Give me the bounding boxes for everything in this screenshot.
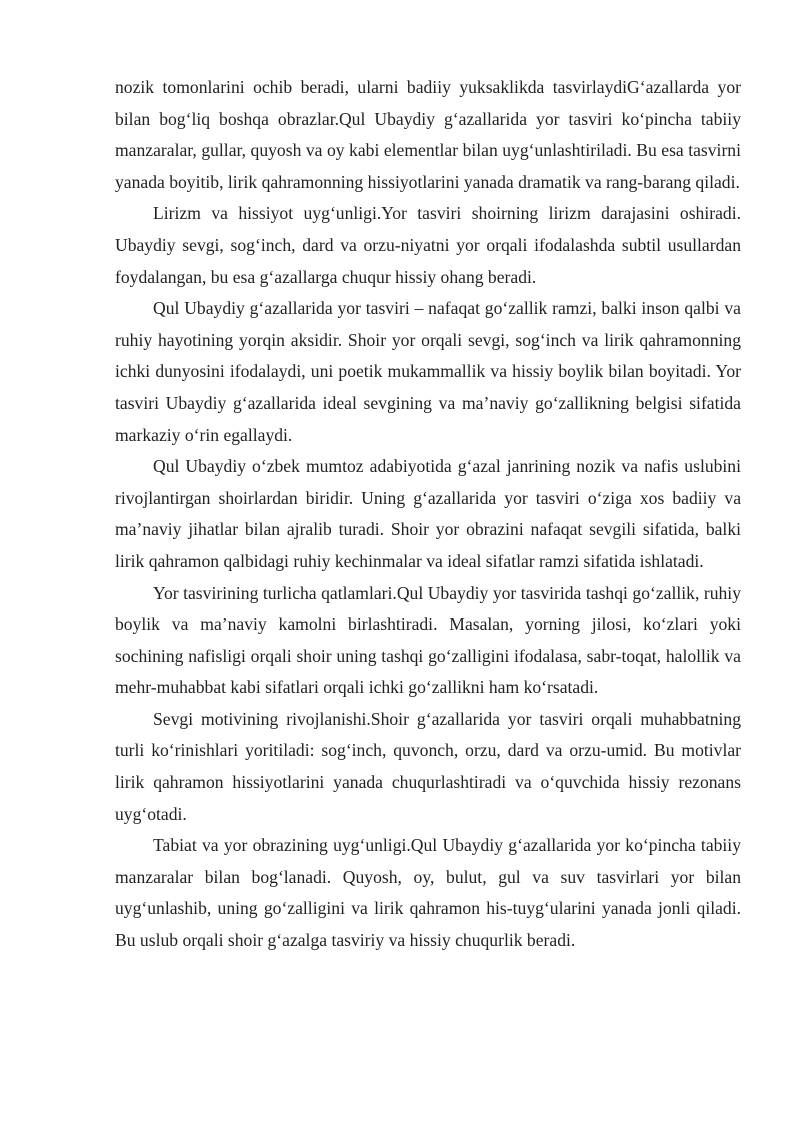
paragraph-nature-harmony: Tabiat va yor obrazining uyg‘unligi.Qul Ubaydiy g‘azallarida yor ko‘pincha tabiiy manzaralar bilan bog‘lanadi. Quyosh, oy, bulut, gul va suv tasvirlari yor bilan uyg‘unlashib, uning go‘zalligini va lirik qahramon his-tuyg‘ularini yanada jonli qiladi. Bu uslub orqali shoir g‘azalga tasviriy va hissiy chuqurlik beradi. (115, 835, 741, 951)
paragraph-love-motif: Sevgi motivining rivojlanishi.Shoir g‘azallarida yor tasviri orqali muhabbatning turli ko‘rinishlari yoritiladi: sog‘inch, quvonch, orzu, dard va orzu-umid. Bu motivlar lirik qahramon hissiyotlarini yanada chuqurlashtiradi va o‘quvchida hissiy rezonans uyg‘otadi. (115, 708, 741, 824)
body-text (115, 72, 741, 957)
paragraph-lyricism: Lirizm va hissiyot uyg‘unligi.Yor tasviri shoirning lirizm darajasini oshiradi. Ubaydiy sevgi, sog‘inch, dard va orzu-niyatni yor orqali ifodalashda subtil usullardan foydalangan, bu esa g‘azallarga chuqur hissiy ohang beradi. (115, 203, 741, 287)
paragraph-ubaydiy-ghazal: Qul Ubaydiy o‘zbek mumtoz adabiyotida g‘azal janrining nozik va nafis uslubini rivojlantirgan shoirlardan biridir. Uning g‘azallarida yor tasviri o‘ziga xos badiiy va ma’naviy jihatlar bilan ajralib turadi. Shoir yor obrazini nafaqat sevgili sifatida, balki lirik qahramon qalbidagi ruhiy kechinmalar va ideal sifatlar ramzi sifatida ishlatadi. (115, 456, 741, 571)
paragraph-beloved-image: Qul Ubaydiy g‘azallarida yor tasviri – nafaqat go‘zallik ramzi, balki inson qalbi va ruhiy hayotining yorqin aksidir. Shoir yor orqali sevgi, sog‘inch va lirik qahramonning ichki dunyosini ifodalaydi, uni poetik mukammallik va hissiy boylik bilan boyitadi. Yor tasviri Ubaydiy g‘azallarida ideal sevgining va ma’naviy go‘zallikning belgisi sifatida markaziy o‘rin egallaydi. (115, 298, 741, 445)
paragraph-layers: Yor tasvirining turlicha qatlamlari.Qul Ubaydiy yor tasvirida tashqi go‘zallik, ruhiy boylik va ma’naviy kamolni birlashtiradi. Masalan, yorning jilosi, ko‘zlari yoki sochining nafisligi orqali shoir uning tashqi go‘zalligini ifodalasa, sabr-toqat, halollik va mehr-muhabbat kabi sifatlari orqali ichki go‘zallikni ham ko‘rsatadi. (115, 582, 741, 698)
paragraph-continued: nozik tomonlarini ochib beradi, ularni badiiy yuksaklikda tasvirlaydiG‘azallarda yor bilan bog‘liq boshqa obrazlar.Qul Ubaydiy g‘azallarida yor tasviri ko‘pincha tabiiy manzaralar, gullar, quyosh va oy kabi elementlar bilan uyg‘unlashtiriladi. Bu esa tasvirni yanada boyitib, lirik qahramonning hissiyotlarini yanada dramatik va rang-barang qiladi. (115, 77, 741, 192)
